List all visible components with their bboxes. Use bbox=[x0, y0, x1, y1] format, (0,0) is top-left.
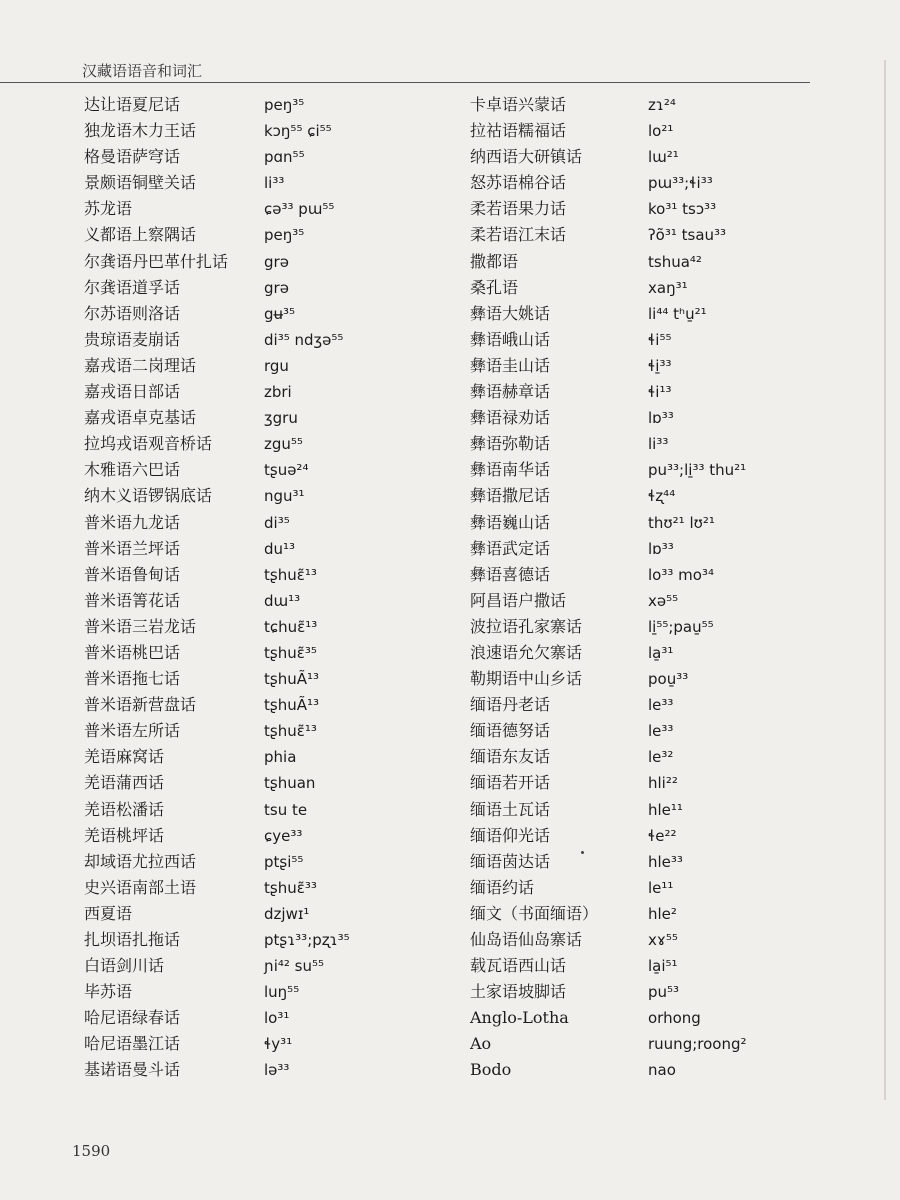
word-form: pou̱³³ bbox=[648, 670, 689, 689]
entry-row bbox=[84, 1057, 454, 1083]
language-name: 格曼语萨穹话 bbox=[84, 147, 181, 167]
language-name: 景颇语铜壁关话 bbox=[84, 173, 197, 193]
entry-row bbox=[470, 953, 850, 979]
language-name: 桑孔语 bbox=[470, 277, 519, 297]
language-name: 缅语德努话 bbox=[470, 721, 551, 741]
language-name: 基诺语曼斗话 bbox=[84, 1060, 181, 1080]
word-form: gʉ³⁵ bbox=[264, 304, 296, 323]
word-form: ɬy³¹ bbox=[264, 1035, 293, 1054]
word-form: lɒ³³ bbox=[648, 409, 674, 428]
word-form: pɯ³³;ɬi³³ bbox=[648, 174, 713, 193]
word-form: ptʂɿ³³;pʐɿ³⁵ bbox=[264, 931, 350, 949]
language-name: 缅语仰光话 bbox=[470, 825, 551, 845]
entry-row bbox=[84, 770, 454, 796]
word-form: ɬi¹³ bbox=[648, 383, 672, 402]
ink-speck bbox=[581, 851, 584, 854]
entry-row bbox=[84, 301, 454, 327]
word-form: xɤ⁵⁵ bbox=[648, 931, 678, 949]
entry-row bbox=[84, 823, 454, 849]
language-name: Anglo-Lotha bbox=[470, 1008, 569, 1028]
word-form: la̱i⁵¹ bbox=[648, 957, 678, 976]
entry-row bbox=[84, 562, 454, 588]
entry-row bbox=[470, 692, 850, 718]
entry-row bbox=[84, 536, 454, 562]
word-form: le³² bbox=[648, 748, 674, 767]
language-name: 彝语撒尼话 bbox=[470, 486, 551, 506]
word-form: la̱³¹ bbox=[648, 643, 674, 662]
language-name: 扎坝语扎拖话 bbox=[84, 930, 181, 949]
word-form: hle³³ bbox=[648, 852, 683, 871]
language-name: 毕苏语 bbox=[84, 982, 133, 1002]
word-form: xə⁵⁵ bbox=[648, 591, 679, 610]
entry-row bbox=[470, 562, 850, 588]
entry-row bbox=[84, 640, 454, 666]
word-form: peŋ³⁵ bbox=[264, 96, 305, 114]
word-form: li³³ bbox=[264, 174, 285, 193]
entry-row bbox=[470, 457, 850, 483]
language-name: 彝语峨山话 bbox=[470, 329, 551, 349]
language-name: 缅语丹老话 bbox=[470, 695, 551, 715]
word-form: phia bbox=[264, 748, 297, 767]
language-name: 普米语九龙话 bbox=[84, 512, 181, 532]
entry-row bbox=[84, 875, 454, 901]
word-form: tsu te bbox=[264, 800, 308, 819]
language-name: 嘉戎语二岗理话 bbox=[84, 355, 197, 375]
word-form: zɿ²⁴ bbox=[648, 96, 676, 114]
entry-row bbox=[84, 431, 454, 457]
language-name: 缅语若开话 bbox=[470, 773, 551, 793]
word-form: du¹³ bbox=[264, 539, 296, 558]
word-form: tʂhuɛ̃¹³ bbox=[264, 722, 317, 741]
entry-row bbox=[84, 614, 454, 640]
entry-row bbox=[84, 953, 454, 979]
language-name: 纳西语大研镇话 bbox=[470, 147, 583, 167]
entry-row bbox=[84, 92, 454, 118]
entry-row bbox=[84, 405, 454, 431]
language-name: Ao bbox=[470, 1034, 492, 1054]
entry-row bbox=[470, 536, 850, 562]
word-form: luŋ⁵⁵ bbox=[264, 983, 300, 1002]
word-form: li³³ bbox=[648, 435, 669, 454]
word-form: xaŋ³¹ bbox=[648, 278, 688, 297]
language-name: 彝语巍山话 bbox=[470, 512, 551, 532]
language-name: 彝语大姚话 bbox=[470, 303, 551, 323]
entry-row bbox=[84, 353, 454, 379]
language-name: 却域语尤拉西话 bbox=[84, 851, 197, 871]
entry-row bbox=[470, 666, 850, 692]
word-form: tʂhuÃ¹³ bbox=[264, 696, 319, 715]
language-name: 羌语麻窝话 bbox=[84, 747, 165, 767]
entry-row bbox=[84, 327, 454, 353]
entry-row bbox=[470, 275, 850, 301]
word-form: ko³¹ tsɔ³³ bbox=[648, 200, 717, 219]
entry-row bbox=[84, 718, 454, 744]
entry-row bbox=[84, 483, 454, 509]
language-name: 贵琼语麦崩话 bbox=[84, 329, 181, 349]
entry-row bbox=[84, 196, 454, 222]
right-column bbox=[470, 92, 850, 1084]
entry-row bbox=[470, 353, 850, 379]
entry-row bbox=[470, 849, 850, 875]
entry-row bbox=[470, 379, 850, 405]
word-form: ɕə³³ pɯ⁵⁵ bbox=[264, 200, 335, 219]
language-name: 卡卓语兴蒙话 bbox=[470, 95, 567, 114]
language-name: 彝语武定话 bbox=[470, 538, 551, 558]
entry-row bbox=[470, 744, 850, 770]
header-rule bbox=[0, 82, 810, 83]
entry-row bbox=[84, 170, 454, 196]
language-name: 拉坞戎语观音桥话 bbox=[84, 434, 213, 454]
entry-row bbox=[470, 301, 850, 327]
language-name: Bodo bbox=[470, 1060, 512, 1080]
entry-row bbox=[470, 770, 850, 796]
entry-row bbox=[84, 379, 454, 405]
language-name: 缅文（书面缅语） bbox=[470, 903, 599, 923]
entry-row bbox=[84, 249, 454, 275]
entry-row bbox=[84, 1005, 454, 1031]
entry-row bbox=[470, 431, 850, 457]
word-form: tʂhuan bbox=[264, 774, 316, 793]
word-form: di³⁵ bbox=[264, 513, 290, 532]
entry-row bbox=[84, 979, 454, 1005]
language-name: 普米语左所话 bbox=[84, 721, 181, 741]
entry-row bbox=[470, 875, 850, 901]
language-name: 义都语上察隅话 bbox=[84, 225, 197, 245]
entry-row bbox=[470, 170, 850, 196]
word-form: le¹¹ bbox=[648, 878, 674, 897]
language-name: 彝语圭山话 bbox=[470, 355, 551, 375]
word-form: tʂhuÃ¹³ bbox=[264, 670, 319, 689]
word-form: pɑn⁵⁵ bbox=[264, 148, 305, 167]
language-name: 土家语坡脚话 bbox=[470, 982, 567, 1002]
word-form: di³⁵ ndʒə⁵⁵ bbox=[264, 330, 344, 349]
word-form: pu⁵³ bbox=[648, 983, 680, 1002]
word-form: ngu³¹ bbox=[264, 487, 305, 506]
language-name: 哈尼语绿春话 bbox=[84, 1008, 181, 1028]
word-form: lə³³ bbox=[264, 1061, 290, 1080]
entry-row bbox=[470, 797, 850, 823]
word-form: peŋ³⁵ bbox=[264, 226, 305, 245]
language-name: 拉祜语糯福话 bbox=[470, 121, 567, 141]
left-column bbox=[84, 92, 454, 1084]
entry-row bbox=[470, 510, 850, 536]
language-name: 彝语喜德话 bbox=[470, 564, 551, 584]
language-name: 柔若语江末话 bbox=[470, 225, 567, 245]
entry-row bbox=[470, 1057, 850, 1083]
entry-row bbox=[84, 744, 454, 770]
entry-row bbox=[84, 692, 454, 718]
word-form: nao bbox=[648, 1061, 676, 1080]
entry-row bbox=[470, 1031, 850, 1057]
language-name: 羌语蒲西话 bbox=[84, 773, 165, 793]
entry-row bbox=[84, 144, 454, 170]
word-form: ɬi⁵⁵ bbox=[648, 330, 672, 349]
word-form: ɬi̱³³ bbox=[648, 356, 672, 375]
entry-row bbox=[470, 640, 850, 666]
entry-row bbox=[84, 275, 454, 301]
language-name: 彝语南华话 bbox=[470, 460, 551, 480]
language-name: 普米语箐花话 bbox=[84, 590, 181, 610]
entry-row bbox=[84, 510, 454, 536]
entry-row bbox=[470, 718, 850, 744]
entry-row bbox=[84, 222, 454, 248]
language-name: 哈尼语墨江话 bbox=[84, 1034, 181, 1054]
word-form: tshua⁴² bbox=[648, 252, 702, 271]
word-form: ʔõ³¹ tsau³³ bbox=[648, 226, 727, 245]
language-name: 白语剑川话 bbox=[84, 956, 165, 976]
language-name: 尔苏语则洛话 bbox=[84, 303, 181, 323]
entry-row bbox=[470, 823, 850, 849]
word-form: lɯ²¹ bbox=[648, 148, 679, 167]
word-form: lo³¹ bbox=[264, 1009, 290, 1028]
language-name: 普米语兰坪话 bbox=[84, 538, 181, 558]
word-form: li⁴⁴ tʰu̱²¹ bbox=[648, 304, 707, 323]
language-name: 木雅语六巴话 bbox=[84, 460, 181, 480]
language-name: 仙岛语仙岛寨话 bbox=[470, 930, 583, 949]
entry-row bbox=[470, 588, 850, 614]
running-header: 汉藏语语音和词汇 bbox=[82, 62, 203, 80]
entry-row bbox=[470, 405, 850, 431]
language-name: 彝语弥勒话 bbox=[470, 434, 551, 454]
language-name: 载瓦语西山话 bbox=[470, 956, 567, 976]
language-name: 波拉语孔家寨话 bbox=[470, 616, 583, 636]
word-form: ɬʐ⁴⁴ bbox=[648, 487, 676, 506]
language-name: 普米语桃巴话 bbox=[84, 642, 181, 662]
language-name: 嘉戎语卓克基话 bbox=[84, 408, 197, 428]
word-form: hle¹¹ bbox=[648, 800, 683, 819]
entry-row bbox=[470, 927, 850, 953]
word-form: ʒgru bbox=[264, 409, 298, 428]
language-name: 普米语新营盘话 bbox=[84, 695, 197, 715]
language-name: 西夏语 bbox=[84, 903, 133, 923]
entry-row bbox=[470, 1005, 850, 1031]
word-form: thʊ²¹ lʊ²¹ bbox=[648, 513, 715, 532]
language-name: 柔若语果力话 bbox=[470, 199, 567, 219]
word-form: ɬe²² bbox=[648, 826, 677, 845]
language-name: 普米语拖七话 bbox=[84, 669, 181, 689]
language-name: 纳木义语锣锅底话 bbox=[84, 486, 213, 506]
word-form: le³³ bbox=[648, 722, 674, 741]
entry-row bbox=[84, 588, 454, 614]
word-form: grə bbox=[264, 278, 289, 297]
language-name: 羌语松潘话 bbox=[84, 799, 165, 819]
word-form: lo³³ mo³⁴ bbox=[648, 565, 714, 584]
word-form: orhong bbox=[648, 1009, 701, 1028]
entry-row bbox=[470, 196, 850, 222]
language-name: 苏龙语 bbox=[84, 199, 133, 219]
word-form: ɲi⁴² su⁵⁵ bbox=[264, 957, 324, 976]
language-name: 彝语赫章话 bbox=[470, 382, 551, 402]
word-form: dzjwɪ¹ bbox=[264, 904, 310, 923]
word-form: li̱⁵⁵;pau̱⁵⁵ bbox=[648, 617, 714, 636]
language-name: 达让语夏尼话 bbox=[84, 95, 181, 114]
entry-row bbox=[470, 249, 850, 275]
entry-row bbox=[470, 144, 850, 170]
language-name: 普米语鲁甸话 bbox=[84, 564, 181, 584]
entry-row bbox=[470, 483, 850, 509]
word-form: zgu⁵⁵ bbox=[264, 435, 303, 454]
language-name: 嘉戎语日部话 bbox=[84, 382, 181, 402]
page-edge-shadow bbox=[884, 60, 886, 1100]
word-form: tɕhuɛ̃¹³ bbox=[264, 617, 318, 636]
language-name: 缅语约话 bbox=[470, 877, 535, 897]
word-form: tʂhuɛ̃³⁵ bbox=[264, 643, 317, 662]
entry-row bbox=[84, 118, 454, 144]
entry-row bbox=[84, 849, 454, 875]
language-name: 缅语茵达话 bbox=[470, 851, 551, 871]
entry-row bbox=[470, 614, 850, 640]
word-form: ɕye³³ bbox=[264, 826, 303, 845]
word-form: hli²² bbox=[648, 774, 678, 793]
language-name: 彝语禄劝话 bbox=[470, 408, 551, 428]
entry-row bbox=[470, 901, 850, 927]
word-form: tʂuə²⁴ bbox=[264, 461, 309, 480]
language-name: 独龙语木力王话 bbox=[84, 121, 197, 141]
entry-row bbox=[470, 327, 850, 353]
word-form: tʂhuɛ̃³³ bbox=[264, 878, 317, 897]
entry-row bbox=[84, 1031, 454, 1057]
word-form: lo²¹ bbox=[648, 122, 674, 141]
word-form: lɒ³³ bbox=[648, 539, 674, 558]
entry-row bbox=[84, 457, 454, 483]
language-name: 勒期语中山乡话 bbox=[470, 669, 583, 689]
entry-row bbox=[470, 118, 850, 144]
entry-row bbox=[84, 927, 454, 953]
language-name: 怒苏语棉谷话 bbox=[470, 173, 567, 193]
language-name: 浪速语允欠寨话 bbox=[470, 642, 583, 662]
language-name: 缅语东友话 bbox=[470, 747, 551, 767]
word-form: kɔŋ⁵⁵ ɕi⁵⁵ bbox=[264, 122, 332, 141]
language-name: 阿昌语户撒话 bbox=[470, 590, 567, 610]
language-name: 羌语桃坪话 bbox=[84, 825, 165, 845]
word-form: rgu bbox=[264, 356, 289, 375]
language-name: 撒都语 bbox=[470, 251, 519, 271]
language-name: 尔龚语丹巴革什扎话 bbox=[84, 251, 229, 271]
language-name: 缅语土瓦话 bbox=[470, 799, 551, 819]
language-name: 普米语三岩龙话 bbox=[84, 616, 197, 636]
word-form: pu³³;li̱³³ thu²¹ bbox=[648, 461, 747, 480]
entry-row bbox=[470, 222, 850, 248]
word-form: ptʂi⁵⁵ bbox=[264, 852, 304, 871]
entry-row bbox=[470, 92, 850, 118]
word-form: zbri bbox=[264, 383, 292, 402]
entry-row bbox=[84, 797, 454, 823]
word-form: tʂhuɛ̃¹³ bbox=[264, 565, 317, 584]
word-form: grə bbox=[264, 252, 289, 271]
word-form: le³³ bbox=[648, 696, 674, 715]
word-form: hle² bbox=[648, 904, 677, 923]
language-name: 史兴语南部土语 bbox=[84, 877, 197, 897]
entry-row bbox=[84, 666, 454, 692]
word-form: dɯ¹³ bbox=[264, 591, 301, 610]
word-form: ruung;roong² bbox=[648, 1035, 747, 1054]
language-name: 尔龚语道孚话 bbox=[84, 277, 181, 297]
entry-row bbox=[470, 979, 850, 1005]
entry-row bbox=[84, 901, 454, 927]
page-number: 1590 bbox=[72, 1142, 111, 1160]
